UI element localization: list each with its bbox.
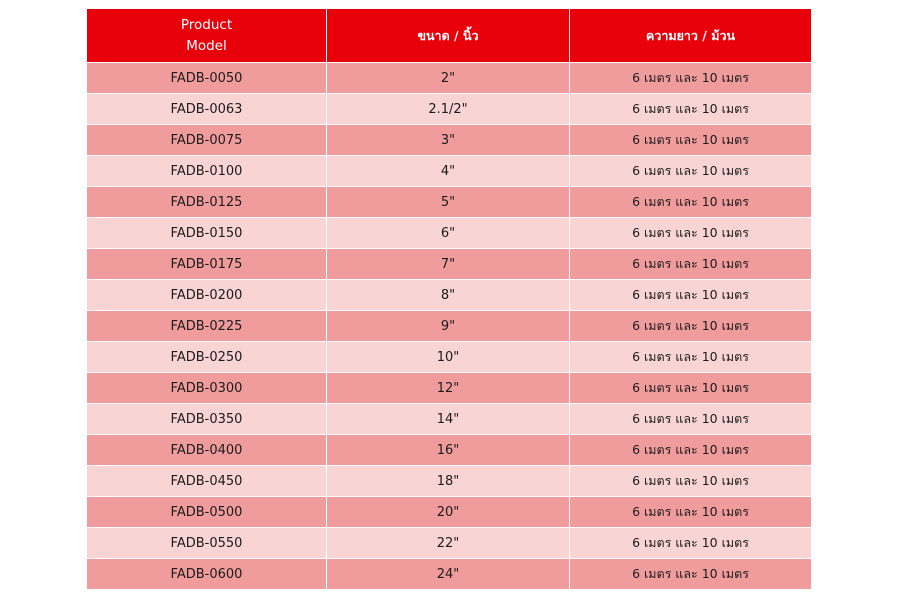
size-cell: 14" — [327, 404, 570, 435]
header-size: ขนาด / นิ้ว — [327, 9, 570, 63]
length-cell: 6 เมตร และ 10 เมตร — [570, 249, 812, 280]
length-cell: 6 เมตร และ 10 เมตร — [570, 156, 812, 187]
model-cell: FADB-0225 — [87, 311, 327, 342]
size-cell: 22" — [327, 528, 570, 559]
length-cell: 6 เมตร และ 10 เมตร — [570, 528, 812, 559]
model-cell: FADB-0600 — [87, 559, 327, 590]
size-cell: 2" — [327, 63, 570, 94]
table-row — [87, 466, 812, 497]
header-product-model — [87, 9, 327, 63]
model-cell: FADB-0200 — [87, 280, 327, 311]
size-cell: 18" — [327, 466, 570, 497]
length-cell: 6 เมตร และ 10 เมตร — [570, 94, 812, 125]
size-cell: 8" — [327, 280, 570, 311]
length-cell: 6 เมตร และ 10 เมตร — [570, 187, 812, 218]
table-row — [87, 311, 812, 342]
length-cell: 6 เมตร และ 10 เมตร — [570, 559, 812, 590]
table-row — [87, 218, 812, 249]
table-row — [87, 435, 812, 466]
table-row — [87, 528, 812, 559]
model-cell: FADB-0050 — [87, 63, 327, 94]
header-length: ความยาว / ม้วน — [570, 9, 812, 63]
size-cell: 12" — [327, 373, 570, 404]
length-cell: 6 เมตร และ 10 เมตร — [570, 342, 812, 373]
length-cell: 6 เมตร และ 10 เมตร — [570, 497, 812, 528]
table-row — [87, 63, 812, 94]
length-cell: 6 เมตร และ 10 เมตร — [570, 311, 812, 342]
length-cell: 6 เมตร และ 10 เมตร — [570, 466, 812, 497]
table-row — [87, 125, 812, 156]
model-cell: FADB-0450 — [87, 466, 327, 497]
header-product-model-line1: Product Model — [180, 16, 233, 54]
table-header-row — [87, 9, 812, 63]
table-row — [87, 249, 812, 280]
table-row — [87, 342, 812, 373]
product-spec-table — [86, 9, 812, 590]
length-cell: 6 เมตร และ 10 เมตร — [570, 373, 812, 404]
size-cell: 2.1/2" — [327, 94, 570, 125]
length-cell: 6 เมตร และ 10 เมตร — [570, 435, 812, 466]
model-cell: FADB-0125 — [87, 187, 327, 218]
length-cell: 6 เมตร และ 10 เมตร — [570, 218, 812, 249]
length-cell: 6 เมตร และ 10 เมตร — [570, 280, 812, 311]
size-cell: 10" — [327, 342, 570, 373]
model-cell: FADB-0350 — [87, 404, 327, 435]
size-cell: 6" — [327, 218, 570, 249]
length-cell: 6 เมตร และ 10 เมตร — [570, 404, 812, 435]
size-cell: 24" — [327, 559, 570, 590]
model-cell: FADB-0550 — [87, 528, 327, 559]
table-row — [87, 497, 812, 528]
size-cell: 5" — [327, 187, 570, 218]
table-row — [87, 280, 812, 311]
model-cell: FADB-0500 — [87, 497, 327, 528]
table-row — [87, 373, 812, 404]
table-row — [87, 187, 812, 218]
model-cell: FADB-0175 — [87, 249, 327, 280]
table-row — [87, 559, 812, 590]
size-cell: 4" — [327, 156, 570, 187]
table-row — [87, 156, 812, 187]
size-cell: 20" — [327, 497, 570, 528]
model-cell: FADB-0063 — [87, 94, 327, 125]
size-cell: 9" — [327, 311, 570, 342]
model-cell: FADB-0400 — [87, 435, 327, 466]
model-cell: FADB-0075 — [87, 125, 327, 156]
table-row — [87, 94, 812, 125]
size-cell: 3" — [327, 125, 570, 156]
model-cell: FADB-0150 — [87, 218, 327, 249]
model-cell: FADB-0250 — [87, 342, 327, 373]
size-cell: 16" — [327, 435, 570, 466]
length-cell: 6 เมตร และ 10 เมตร — [570, 125, 812, 156]
model-cell: FADB-0100 — [87, 156, 327, 187]
model-cell: FADB-0300 — [87, 373, 327, 404]
table-row — [87, 404, 812, 435]
table-body — [87, 63, 812, 590]
size-cell: 7" — [327, 249, 570, 280]
product-table-container — [86, 9, 811, 590]
length-cell: 6 เมตร และ 10 เมตร — [570, 63, 812, 94]
